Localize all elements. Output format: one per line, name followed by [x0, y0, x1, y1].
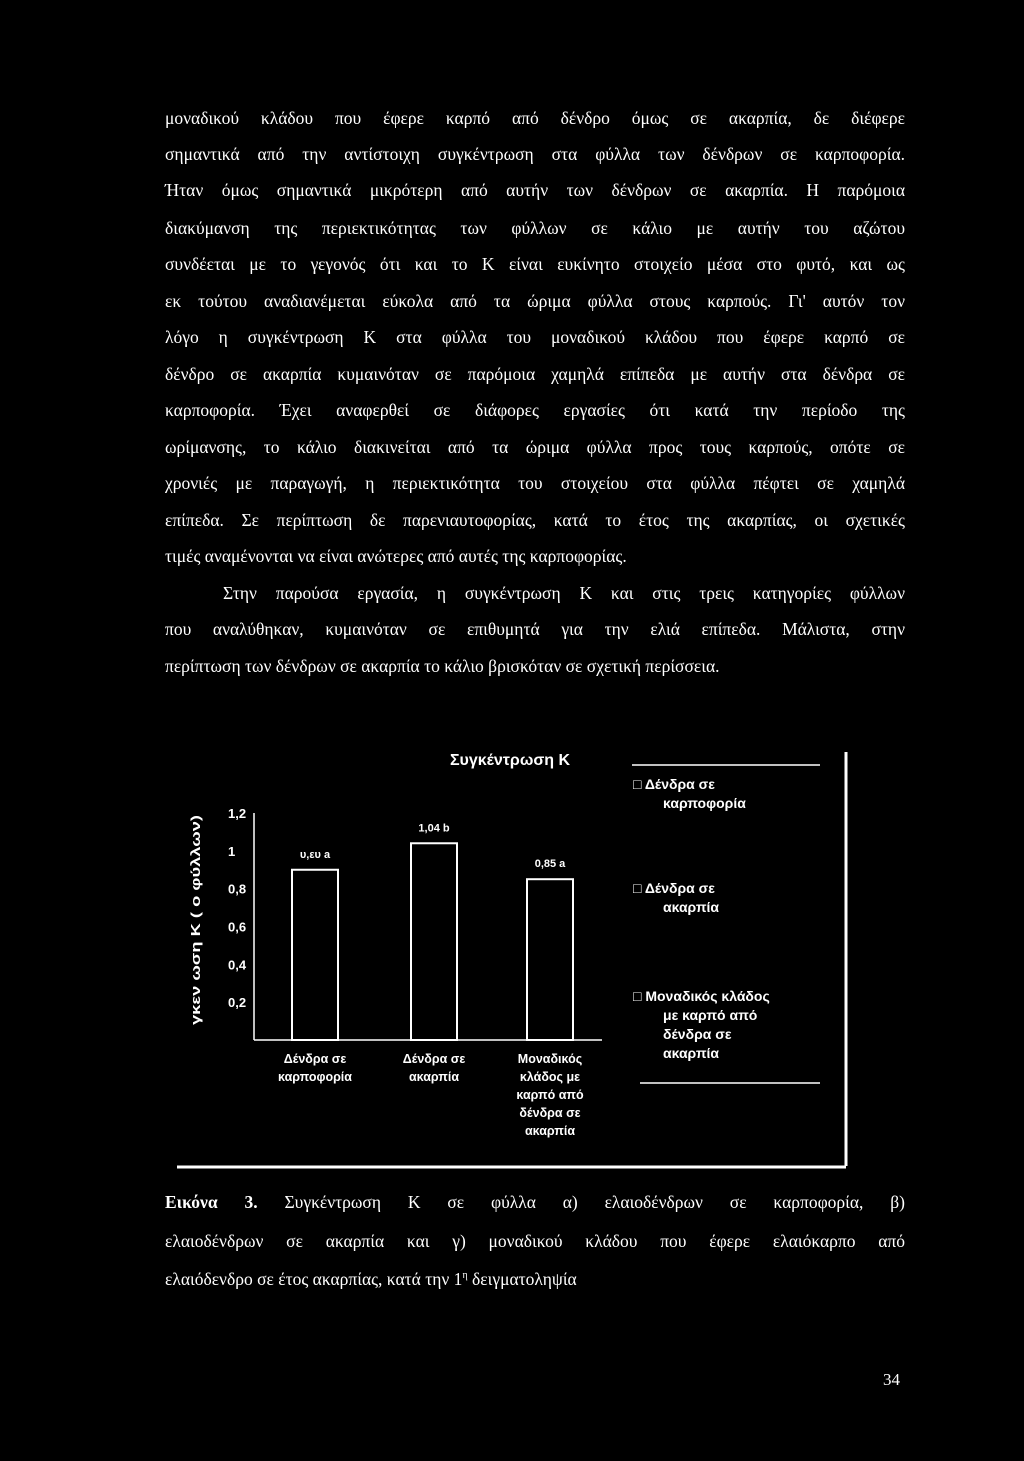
- text-line: που αναλύθηκαν, κυμαινόταν σε επιθυμητά για την ελιά επίπεδα. Μάλιστα, στην: [165, 619, 905, 639]
- y-tick-label: 1,2: [228, 806, 247, 821]
- legend-entry: ακαρπία: [663, 1045, 720, 1061]
- x-category-label: κλάδος με: [519, 1070, 581, 1084]
- legend-entry: δένδρα σε: [663, 1026, 732, 1042]
- legend-entry: □ Δένδρα σε: [633, 776, 715, 792]
- x-category-label: Δένδρα σε: [283, 1052, 347, 1066]
- bar-data-label: 0,85 a: [534, 858, 566, 871]
- caption-superscript: η: [462, 1270, 468, 1282]
- caption-line: [165, 1192, 905, 1213]
- y-tick-label: 0,2: [228, 995, 247, 1011]
- caption-text: Συγκέντρωση Κ σε φύλλα α) ελαιοδένδρων σε καρποφορία, β): [284, 1192, 906, 1212]
- text-line: διακύμανση της περιεκτικότητας των φύλλων σε κάλιο με αυτήν του αζώτου: [165, 218, 905, 238]
- caption-text: δειγματοληψία: [467, 1269, 577, 1289]
- x-category-label: καρπό από: [516, 1088, 584, 1102]
- text-line: συνδέεται με το γεγονός ότι και το Κ είναι ευκίνητο στοιχείο μέσα στο φυτό, και ως: [165, 254, 905, 274]
- y-tick-label: 1: [228, 843, 236, 859]
- caption-line: [165, 1269, 577, 1290]
- legend-entry: □ Μοναδικός κλάδος: [633, 988, 770, 1004]
- caption-text: ελαιόδενδρο σε έτος ακαρπίας, κατά την 1: [165, 1269, 463, 1289]
- text-line: λόγο η συγκέντρωση Κ στα φύλλα του μοναδικού κλάδου που έφερε καρπό σε: [165, 327, 905, 347]
- bar-data-label: 1,04 b: [418, 822, 450, 835]
- text-line: καρποφορία. Έχει αναφερθεί σε διάφορες εργασίες ότι κατά την περίοδο της: [165, 400, 905, 420]
- legend-entry: καρποφορία: [663, 795, 746, 811]
- legend-entry: ακαρπία: [663, 899, 720, 915]
- caption-line: ελαιοδένδρων σε ακαρπία και γ) μοναδικού κλάδου που έφερε ελαιόκαρπο από: [165, 1231, 905, 1251]
- bar: [527, 879, 573, 1040]
- text-line: δένδρο σε ακαρπία κυμαινόταν σε παρόμοια χαμηλά επίπεδα με αυτήν στα δένδρα σε: [165, 364, 905, 384]
- x-category-label: ακαρπία: [524, 1124, 576, 1138]
- bar-data-label: υ,ευ a: [299, 848, 331, 861]
- x-category-label: ακαρπία: [408, 1070, 460, 1084]
- text-line: μοναδικού κλάδου που έφερε καρπό από δένδρο όμως σε ακαρπία, δε διέφερε: [165, 108, 905, 128]
- text-line: σημαντικά από την αντίστοιχη συγκέντρωση στα φύλλα των δένδρων σε καρποφορία.: [165, 144, 905, 164]
- bar: [292, 870, 338, 1040]
- text-line: εκ τούτου αναδιανέμεται εύκολα από τα ώριμα φύλλα στους καρπούς. Γι' αυτόν τον: [165, 291, 905, 311]
- y-tick-label: 0,4: [228, 957, 247, 973]
- caption-label: Εικόνα 3.: [165, 1192, 258, 1212]
- x-category-label: δένδρα σε: [519, 1106, 581, 1120]
- bar: [411, 843, 457, 1040]
- legend-entry: με καρπό από: [663, 1007, 758, 1023]
- text-line: Ήταν όμως σημαντικά μικρότερη από αυτήν των δένδρων σε ακαρπία. Η παρόμοια: [165, 180, 905, 200]
- y-tick-label: 0,8: [228, 881, 247, 897]
- text-line: περίπτωση των δένδρων σε ακαρπία το κάλιο βρισκόταν σε σχετική περίσσεια.: [165, 656, 720, 676]
- x-category-label: καρποφορία: [278, 1070, 352, 1084]
- chart-title: Συγκέντρωση Κ: [449, 752, 571, 769]
- text-line: τιμές αναμένονται να είναι ανώτερες από αυτές της καρποφορίας.: [165, 546, 627, 566]
- text-line: ωρίμανσης, το κάλιο διακινείται από τα ώριμα φύλλα προς τους καρπούς, οπότε σε: [165, 437, 905, 457]
- y-axis-label: γκεν ωση Κ ( ο φύλλων): [188, 875, 203, 1025]
- text-line: επίπεδα. Σε περίπτωση δε παρενιαυτοφορίας, κατά το έτος της ακαρπίας, οι σχετικές: [165, 510, 905, 530]
- x-category-label: Μοναδικός: [517, 1052, 583, 1066]
- x-category-label: Δένδρα σε: [402, 1052, 466, 1066]
- text-line: Στην παρούσα εργασία, η συγκέντρωση Κ και στις τρεις κατηγορίες φύλλων: [223, 583, 905, 603]
- page-number: 34: [883, 1370, 900, 1389]
- y-tick-label: 0,6: [228, 919, 247, 935]
- text-line: χρονιές με παραγωγή, η περιεκτικότητα του στοιχείου στα φύλλα πέφτει σε χαμηλά: [165, 473, 905, 493]
- legend-entry: □ Δένδρα σε: [633, 880, 715, 896]
